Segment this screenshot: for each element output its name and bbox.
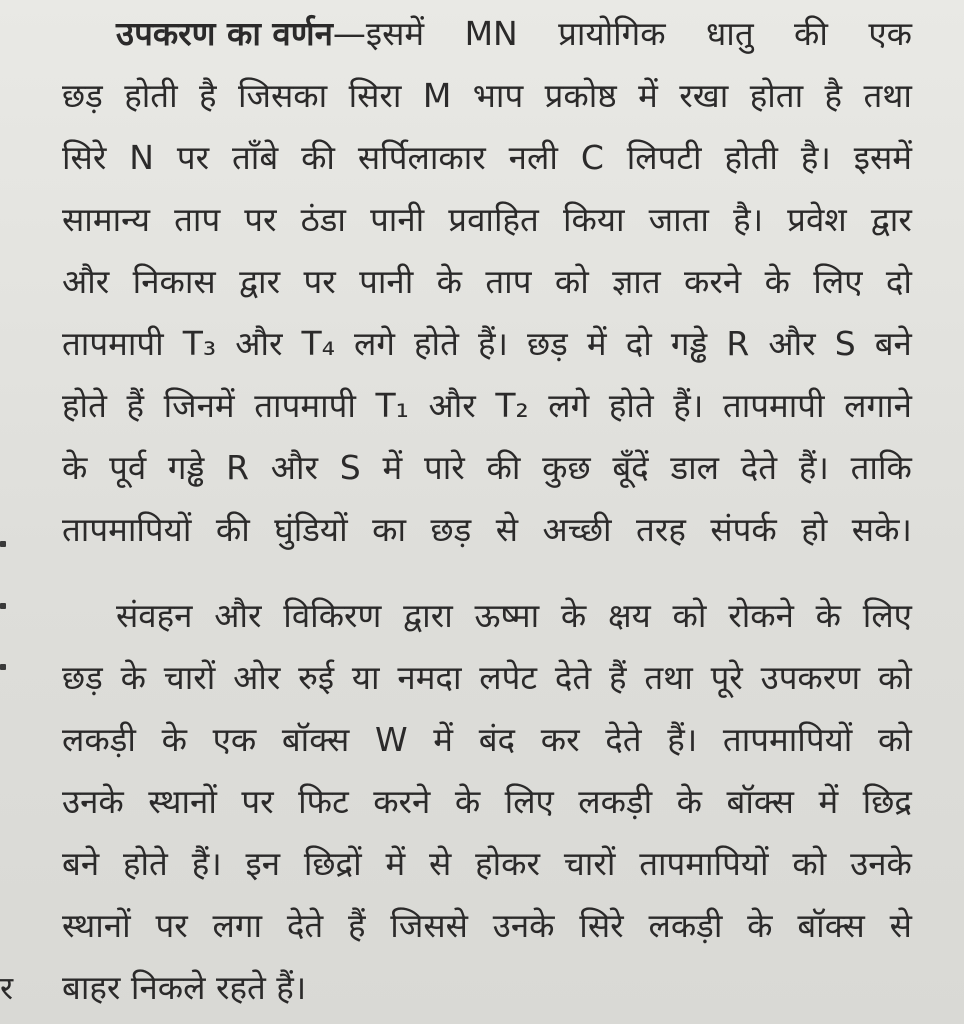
word: होते — [414, 324, 459, 363]
word: ठंडा — [300, 200, 346, 239]
word: कुछ — [542, 448, 591, 487]
word: होता — [749, 76, 804, 115]
word: पर — [176, 138, 210, 177]
word: रुई — [298, 658, 335, 697]
word: रखा — [679, 76, 729, 115]
word: फिट — [298, 782, 349, 821]
word: छड़ — [527, 324, 568, 363]
word: पानी — [359, 262, 414, 301]
word: के — [815, 596, 842, 635]
word: से — [495, 510, 519, 549]
word: उपकरण — [760, 658, 861, 697]
word: के — [62, 448, 88, 487]
word: निकास — [132, 262, 216, 301]
word: होते — [122, 844, 168, 883]
word: चारों — [163, 658, 216, 697]
word: को — [554, 262, 589, 301]
text-line — [62, 138, 912, 178]
word: के — [560, 596, 587, 635]
word: एक — [868, 14, 912, 53]
word: ताप — [485, 262, 532, 301]
word: हैं। — [477, 324, 508, 363]
word: लकड़ी — [648, 906, 723, 945]
word: स्थानों — [148, 782, 217, 821]
word: तापमापी — [62, 324, 164, 363]
word: की — [301, 138, 335, 177]
word: तरह — [636, 510, 686, 549]
word: सर्पिलाकार — [357, 138, 486, 177]
word: लपेट — [479, 658, 538, 697]
word: का — [372, 510, 406, 549]
word: T₂ — [495, 386, 529, 425]
word: उनके — [62, 782, 124, 821]
word: और — [235, 324, 283, 363]
text-line — [62, 262, 912, 302]
word: हैं — [347, 906, 366, 945]
word: बॉक्स — [281, 720, 350, 759]
word: एक — [212, 720, 257, 759]
word: देते — [554, 658, 592, 697]
text-line — [62, 720, 912, 760]
word: प्रवाहित — [448, 200, 539, 239]
word: जिससे — [390, 906, 468, 945]
word: तथा — [644, 658, 693, 697]
word: में — [433, 720, 454, 759]
word: उनके — [492, 906, 555, 945]
word: लिए — [813, 262, 863, 301]
word: हैं। — [673, 386, 704, 425]
word: पर — [241, 782, 274, 821]
word: उपकरण का वर्णन—इसमें — [116, 14, 425, 53]
word: या — [351, 658, 380, 697]
word: है। — [733, 200, 764, 239]
word: R — [726, 324, 750, 363]
word: लगाने — [844, 386, 912, 425]
word: बॉक्स — [797, 906, 865, 945]
word: द्वारा — [403, 596, 453, 635]
word: बंद — [478, 720, 516, 759]
word: छड़ — [62, 76, 103, 115]
word: T₁ — [375, 386, 409, 425]
word: है — [199, 76, 217, 115]
word: और — [214, 596, 262, 635]
word: लकड़ी — [578, 782, 653, 821]
text-line — [62, 844, 912, 884]
word: M — [422, 76, 452, 115]
word: के — [161, 720, 187, 759]
word: लिए — [862, 596, 912, 635]
word: बने — [62, 844, 100, 883]
word: को — [877, 720, 912, 759]
text-line — [62, 200, 912, 240]
word: N — [129, 138, 154, 177]
word: को — [792, 844, 827, 883]
word: के — [454, 782, 481, 821]
word: सके। — [851, 510, 912, 549]
margin-mark — [0, 603, 6, 609]
word: बॉक्स — [726, 782, 794, 821]
text-line — [62, 386, 912, 426]
text-line — [62, 782, 912, 822]
word: देते — [605, 720, 642, 759]
text-line — [62, 76, 912, 116]
word: हैं। — [798, 448, 829, 487]
word: सिरे — [579, 906, 624, 945]
text-line — [62, 906, 912, 946]
word: और — [428, 386, 476, 425]
word: में — [638, 76, 658, 115]
word: छड़ — [62, 658, 103, 697]
word: हैं — [608, 658, 627, 697]
word: लगे — [548, 386, 590, 425]
word: रोकने — [728, 596, 794, 635]
word: जाता — [648, 200, 709, 239]
word: पर — [303, 262, 336, 301]
word: छड़ — [430, 510, 472, 549]
word: ऊष्मा — [474, 596, 540, 635]
word: हैं — [126, 386, 144, 425]
word: स्थानों — [62, 906, 131, 945]
word: और — [270, 448, 319, 487]
word: के — [120, 658, 146, 697]
word: प्रायोगिक — [558, 14, 666, 53]
word: बाहर निकले रहते हैं। — [62, 968, 307, 1007]
word: घुंडियों — [274, 510, 348, 549]
word: डाल — [670, 448, 720, 487]
word: भाप — [472, 76, 524, 115]
word: तापमापियों — [639, 844, 769, 883]
margin-mark — [0, 664, 6, 670]
word: क्षय — [607, 596, 651, 635]
word: लिए — [504, 782, 554, 821]
text-line — [62, 510, 912, 550]
word: द्वार — [870, 200, 912, 239]
word: लगा — [212, 906, 263, 945]
word: संवहन — [116, 596, 193, 635]
word: ताँबे — [231, 138, 279, 177]
word: तापमापी — [722, 386, 825, 425]
word: में — [382, 448, 403, 487]
word: तथा — [863, 76, 912, 115]
word: सामान्य — [62, 200, 151, 239]
word: लिपटी — [626, 138, 702, 177]
word: करने — [684, 262, 742, 301]
word: सिरे — [62, 138, 107, 177]
word: इन — [245, 844, 281, 883]
text-line — [116, 596, 912, 636]
word: हैं। — [667, 720, 698, 759]
word: होते — [608, 386, 654, 425]
word: गड्ढे — [167, 448, 205, 487]
text-line — [62, 968, 912, 1008]
word: की — [486, 448, 521, 487]
word: S — [339, 448, 361, 487]
margin-character: र — [0, 969, 14, 1007]
word: C — [580, 138, 604, 177]
word: T₄ — [301, 324, 335, 363]
word: देते — [286, 906, 324, 945]
word: तापमापी — [254, 386, 356, 425]
word: W — [375, 720, 408, 759]
word: पर — [244, 200, 277, 239]
word: के — [764, 262, 790, 301]
word: में — [818, 782, 839, 821]
word: उनके — [850, 844, 912, 883]
word: की — [215, 510, 250, 549]
word: धातु — [706, 14, 754, 53]
word: हैं। — [191, 844, 222, 883]
word: द्वार — [239, 262, 281, 301]
word: विकिरण — [283, 596, 382, 635]
word: के — [676, 782, 703, 821]
word: चारों — [563, 844, 616, 883]
word: कर — [540, 720, 580, 759]
word: S — [834, 324, 856, 363]
word: प्रकोष्ठ — [544, 76, 617, 115]
word: करने — [373, 782, 431, 821]
text-line — [116, 14, 912, 54]
word: और — [62, 262, 110, 301]
word: MN — [464, 14, 518, 53]
word: किया — [562, 200, 625, 239]
word: पारे — [423, 448, 465, 487]
word: पानी — [370, 200, 425, 239]
word: है। — [800, 138, 831, 177]
text-line — [62, 324, 912, 364]
word: नली — [508, 138, 558, 177]
word: में — [385, 844, 406, 883]
word: के — [436, 262, 462, 301]
word: लगे — [353, 324, 395, 363]
word: की — [794, 14, 828, 53]
word: तापमापियों — [722, 720, 853, 759]
word: छिद्रों — [303, 844, 362, 883]
word: से — [889, 906, 912, 945]
word: ताकि — [850, 448, 912, 487]
word: T₃ — [182, 324, 217, 363]
word: देते — [740, 448, 778, 487]
word: होकर — [475, 844, 541, 883]
word: दो — [625, 324, 652, 363]
word: पर — [155, 906, 188, 945]
word: होती — [124, 76, 178, 115]
word: छिद्र — [862, 782, 912, 821]
word: पूर्व — [109, 448, 147, 487]
word: लकड़ी — [62, 720, 136, 759]
text-line — [62, 658, 912, 698]
word: जिसका — [237, 76, 328, 115]
word: हो — [801, 510, 828, 549]
word: को — [672, 596, 707, 635]
word: होते — [62, 386, 107, 425]
margin-mark — [0, 541, 6, 547]
word: अच्छी — [542, 510, 612, 549]
text-line — [62, 448, 912, 488]
word: बने — [874, 324, 912, 363]
word: को — [877, 658, 912, 697]
word: संपर्क — [710, 510, 777, 549]
word: दो — [885, 262, 912, 301]
word: प्रवेश — [787, 200, 847, 239]
word: ताप — [174, 200, 221, 239]
word: गड्ढे — [670, 324, 708, 363]
word: में — [586, 324, 607, 363]
word: जिनमें — [163, 386, 235, 425]
word: बूँदें — [612, 448, 649, 487]
word: R — [226, 448, 250, 487]
word: पूरे — [710, 658, 743, 697]
word: से — [428, 844, 452, 883]
word: होती — [724, 138, 778, 177]
word: और — [768, 324, 816, 363]
word: है — [824, 76, 843, 115]
word: ओर — [233, 658, 281, 697]
word: तापमापियों — [62, 510, 192, 549]
word: नमदा — [397, 658, 462, 697]
word: सिरा — [348, 76, 402, 115]
word: इसमें — [853, 138, 912, 177]
word: के — [747, 906, 773, 945]
word: ज्ञात — [612, 262, 661, 301]
